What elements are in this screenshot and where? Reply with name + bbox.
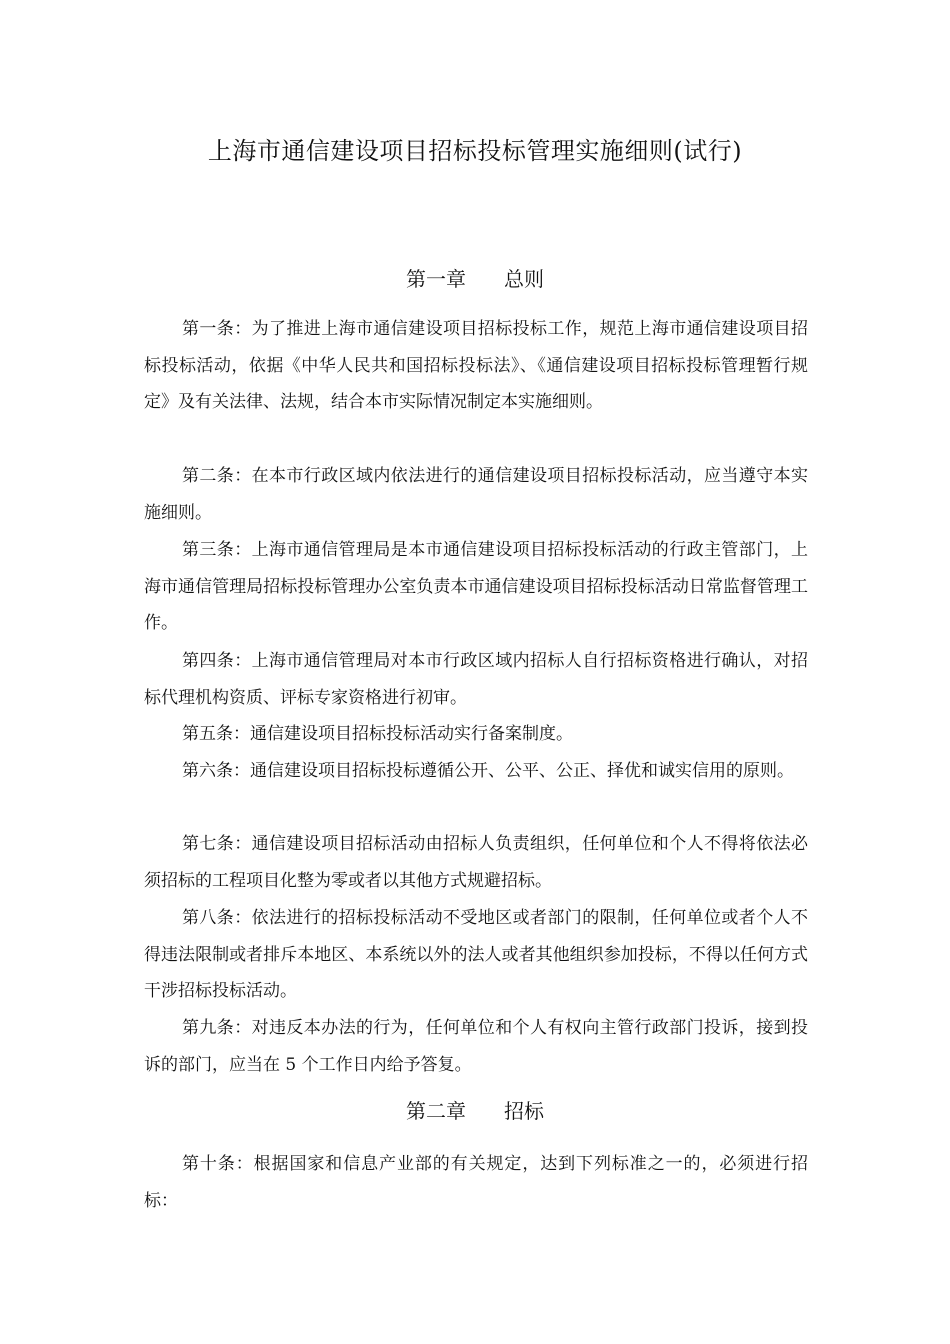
chapter-name: 总则 (504, 267, 544, 291)
article-9: 第九条：对违反本办法的行为，任何单位和个人有权向主管行政部门投诉，接到投诉的部门，应当在 5 个工作日内给予答复。 (144, 1018, 808, 1075)
chapter-heading-2 (0, 1096, 950, 1126)
article-6: 第六条：通信建设项目招标投标遵循公开、公平、公正、择优和诚实信用的原则。 (182, 761, 794, 781)
chapter-number: 第一章 (406, 267, 466, 291)
document-title: 上海市通信建设项目招标投标管理实施细则(试行) (207, 137, 743, 165)
article-2: 第二条：在本市行政区域内依法进行的通信建设项目招标投标活动，应当遵守本实施细则。 (144, 466, 808, 523)
article-1: 第一条：为了推进上海市通信建设项目招标投标工作，规范上海市通信建设项目招标投标活动，依据《中华人民共和国招标投标法》、《通信建设项目招标投标管理暂行规定》及有关法律、法规，结合本市实际情况制定本实施细则。 (144, 319, 808, 412)
article-5: 第五条：通信建设项目招标投标活动实行备案制度。 (182, 724, 573, 744)
article-4: 第四条：上海市通信管理局对本市行政区域内招标人自行招标资格进行确认，对招标代理机构资质、评标专家资格进行初审。 (144, 651, 808, 708)
article-7: 第七条：通信建设项目招标活动由招标人负责组织，任何单位和个人不得将依法必须招标的工程项目化整为零或者以其他方式规避招标。 (144, 834, 808, 891)
chapter-number: 第二章 (406, 1099, 466, 1123)
chapter-heading-1 (0, 264, 950, 294)
article-10: 第十条：根据国家和信息产业部的有关规定，达到下列标准之一的，必须进行招标： (144, 1154, 808, 1211)
chapter-name: 招标 (504, 1099, 544, 1123)
article-3: 第三条：上海市通信管理局是本市通信建设项目招标投标活动的行政主管部门，上海市通信管理局招标投标管理办公室负责本市通信建设项目招标投标活动日常监督管理工作。 (144, 540, 808, 633)
article-8: 第八条：依法进行的招标投标活动不受地区或者部门的限制，任何单位或者个人不得违法限制或者排斥本地区、本系统以外的法人或者其他组织参加投标，不得以任何方式干涉招标投标活动。 (144, 908, 808, 1001)
